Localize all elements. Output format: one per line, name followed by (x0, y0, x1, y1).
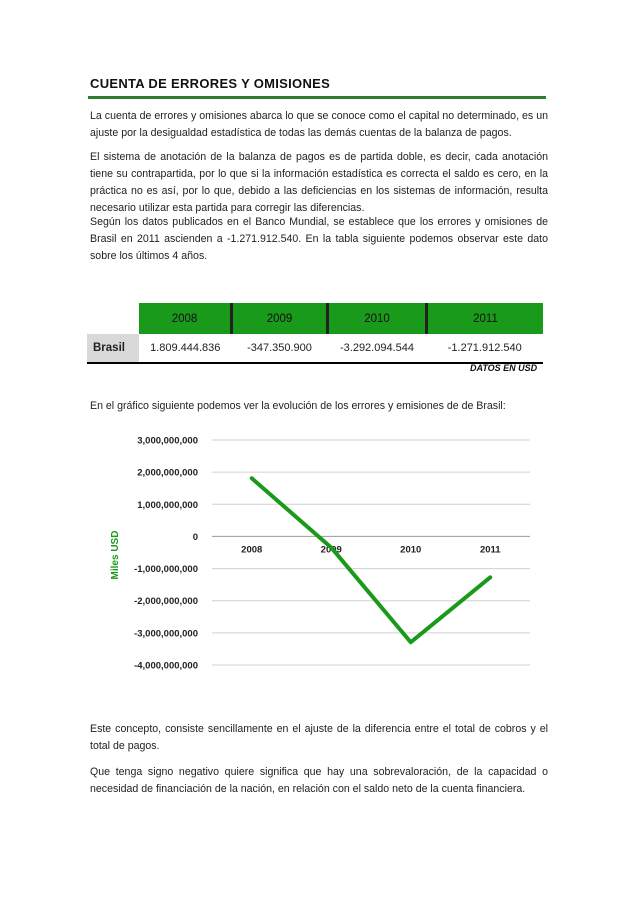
table-header-cell: 2008 (139, 303, 232, 334)
currency-note: DATOS EN USD (470, 363, 538, 373)
errors-table (87, 303, 543, 364)
x-axis-ticks (241, 544, 501, 555)
table-cell: -3.292.094.544 (328, 334, 427, 363)
paragraph-3: Según los datos publicados en el Banco Mundial, se establece que los errores y omisiones de Brasil en 2011 ascienden a -1.271.912.540. En la tabla siguiente podemos observar este dato sobre los últimos 4 años. (90, 216, 548, 262)
y-tick-label: 1,000,000,000 (137, 499, 198, 511)
table-header-cell: 2009 (232, 303, 328, 334)
table-cell: -347.350.900 (232, 334, 328, 363)
y-tick-label: -2,000,000,000 (134, 596, 198, 608)
table-header-cell: 2010 (328, 303, 427, 334)
chart-intro: En el gráfico siguiente podemos ver la evolución de los errores y emisiones de de Brasil: (90, 400, 506, 412)
x-tick-label: 2009 (320, 544, 342, 556)
paragraph-2: El sistema de anotación de la balanza de pagos es de partida doble, es decir, cada anotación tiene su contrapartida, por lo que si la información estadística es correcta el saldo es cero, en la práctica no es así, por lo que, debido a las deficiencias en los sistemas de información, resulta necesario utilizar esta partida para corregir las diferencias. (90, 151, 548, 214)
chart-series (252, 478, 491, 642)
series-line (252, 478, 491, 642)
paragraph-1: La cuenta de errores y omisiones abarca lo que se conoce como el capital no determinado, es un ajuste por la desigualdad estadística de todas las demás cuentas de la balanza de pagos. (90, 110, 548, 139)
x-tick-label: 2011 (479, 544, 501, 556)
y-tick-label: 0 (192, 531, 198, 543)
table-header-row (87, 303, 543, 334)
y-axis-label: Miles USD (110, 530, 121, 580)
y-tick-label: -1,000,000,000 (134, 564, 198, 576)
closing-paragraph-2: Que tenga signo negativo quiere significa que hay una sobrevaloración, de la capacidad o necesidad de financiación de la nación, en relación con el saldo neto de la cuenta financiera. (90, 766, 548, 795)
table-row (87, 334, 543, 363)
y-tick-label: 2,000,000,000 (137, 467, 198, 479)
y-tick-label: 3,000,000,000 (137, 435, 198, 447)
x-tick-label: 2010 (400, 544, 422, 556)
y-axis-ticks (134, 436, 198, 672)
line-chart (90, 425, 540, 675)
table-header-cell: 2011 (427, 303, 544, 334)
page-title: CUENTA DE ERRORES Y OMISIONES (90, 76, 331, 91)
table-cell: -1.271.912.540 (427, 334, 544, 363)
table-row-label: Brasil (87, 334, 139, 363)
title-underline (88, 96, 546, 99)
y-tick-label: -4,000,000,000 (134, 660, 198, 672)
y-tick-label: -3,000,000,000 (134, 628, 198, 640)
closing-paragraph-1: Este concepto, consiste sencillamente en el ajuste de la diferencia entre el total de cobros y el total de pagos. (90, 723, 548, 752)
table-cell: 1.809.444.836 (139, 334, 232, 363)
table-corner (87, 303, 139, 334)
x-tick-label: 2008 (241, 544, 263, 556)
